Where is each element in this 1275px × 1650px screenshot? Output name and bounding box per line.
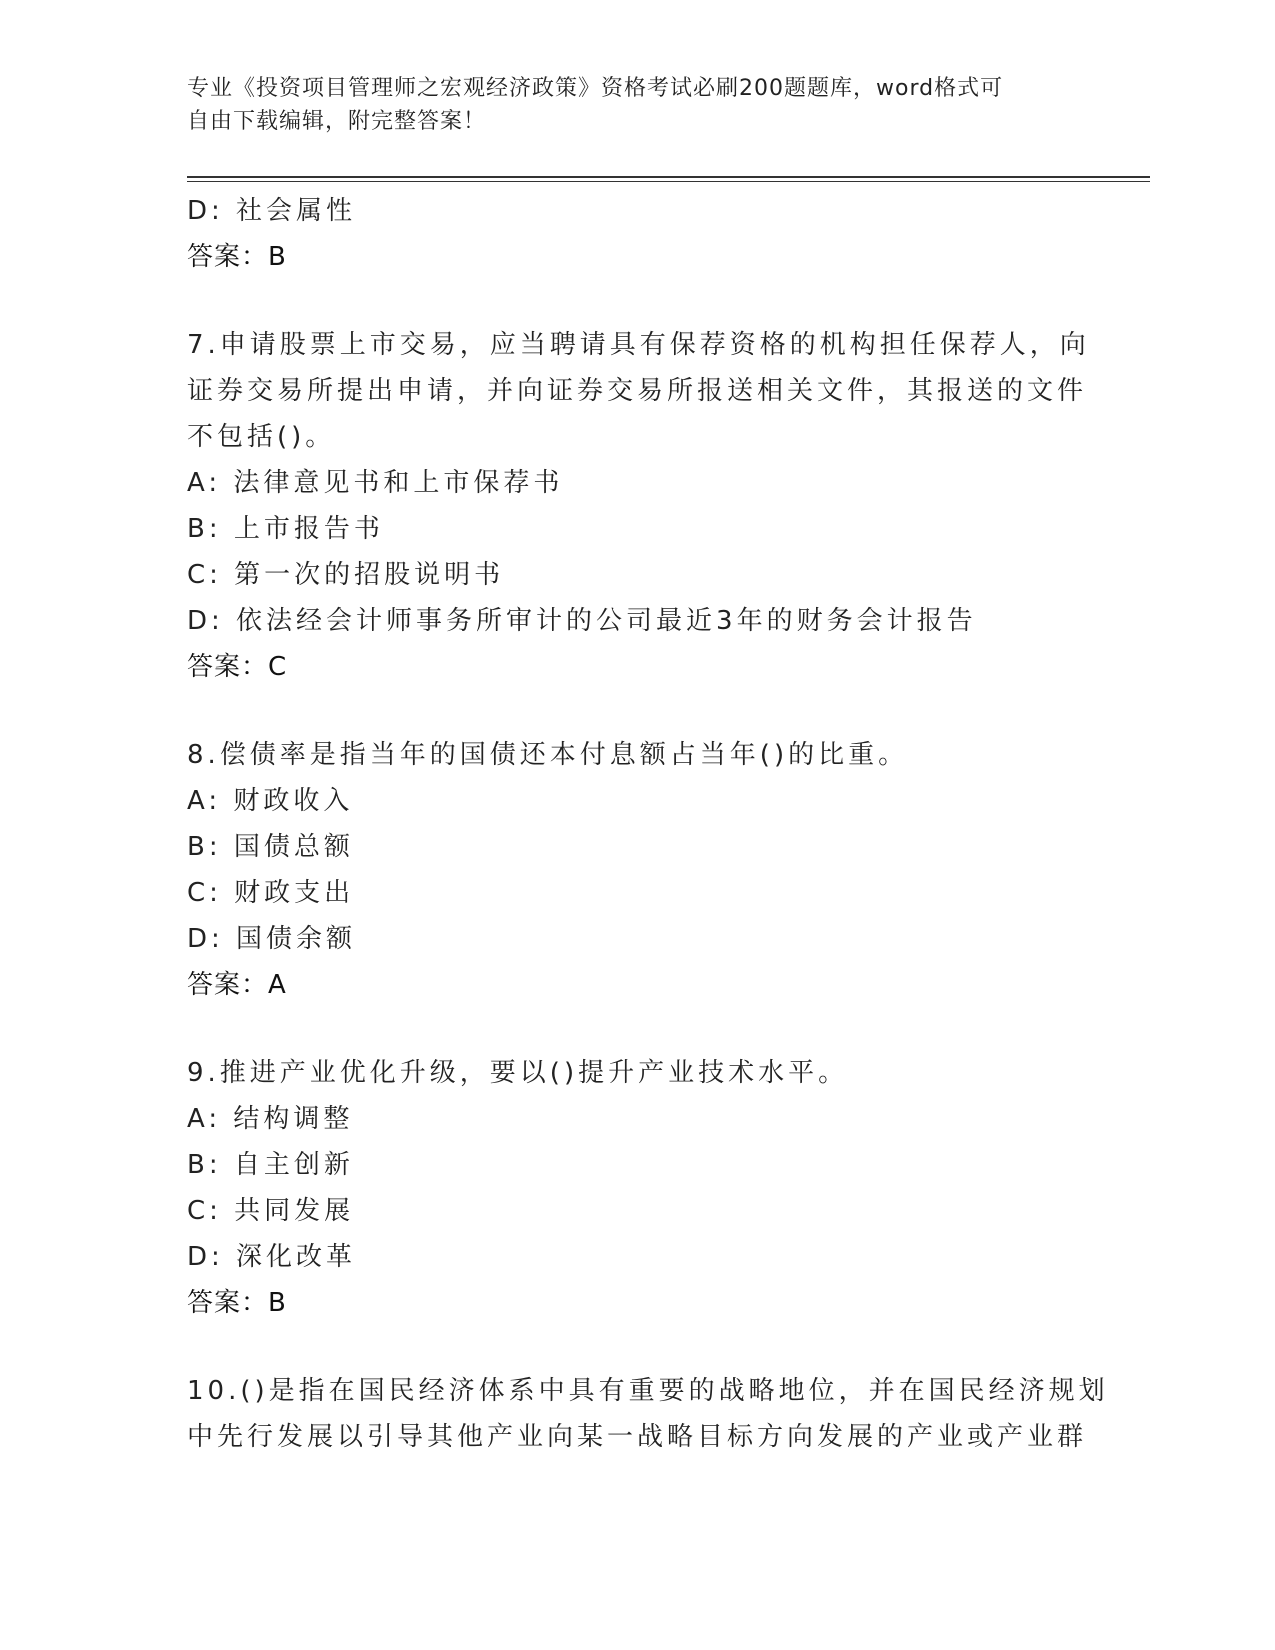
question-7 bbox=[187, 322, 1090, 690]
q7-option-a: A: 法律意见书和上市保荐书 bbox=[187, 468, 564, 498]
q7-answer: 答案：C bbox=[187, 652, 288, 682]
question-6-tail bbox=[187, 188, 1087, 280]
question-content bbox=[187, 188, 1109, 1460]
q9-answer: 答案：B bbox=[187, 1288, 287, 1318]
q6-option-d: D: 社会属性 bbox=[187, 196, 357, 226]
q8-option-c: C: 财政支出 bbox=[187, 878, 355, 908]
q9-option-b: B: 自主创新 bbox=[187, 1150, 354, 1180]
q7-stem-line-2: 证券交易所提出申请，并向证券交易所报送相关文件，其报送的文件 bbox=[187, 376, 1088, 406]
q8-stem-line-1: 8.偿债率是指当年的国债还本付息额占当年()的比重。 bbox=[187, 740, 909, 770]
q7-stem-line-1: 7.申请股票上市交易，应当聘请具有保荐资格的机构担任保荐人，向 bbox=[187, 330, 1090, 360]
q7-option-b: B: 上市报告书 bbox=[187, 514, 384, 544]
q7-option-d: D: 依法经会计师事务所审计的公司最近3年的财务会计报告 bbox=[187, 606, 977, 636]
q10-stem-line-2: 中先行发展以引导其他产业向某一战略目标方向发展的产业或产业群 bbox=[187, 1422, 1088, 1452]
q9-option-d: D: 深化改革 bbox=[187, 1242, 357, 1272]
question-9 bbox=[187, 1050, 1087, 1326]
question-10 bbox=[187, 1368, 1109, 1460]
header-line-2: 自由下载编辑，附完整答案！ bbox=[187, 109, 487, 134]
q8-option-a: A: 财政收入 bbox=[187, 786, 354, 816]
q9-option-c: C: 共同发展 bbox=[187, 1196, 355, 1226]
q8-option-b: B: 国债总额 bbox=[187, 832, 354, 862]
q7-stem-line-3: 不包括()。 bbox=[187, 422, 336, 452]
q8-option-d: D: 国债余额 bbox=[187, 924, 357, 954]
header-line-1: 专业《投资项目管理师之宏观经济政策》资格考试必刷200题题库，word格式可 bbox=[187, 76, 1004, 101]
q9-option-a: A: 结构调整 bbox=[187, 1104, 354, 1134]
q10-stem-line-1: 10.()是指在国民经济体系中具有重要的战略地位，并在国民经济规划 bbox=[187, 1376, 1109, 1406]
q8-answer: 答案：A bbox=[187, 970, 287, 1000]
q7-option-c: C: 第一次的招股说明书 bbox=[187, 560, 505, 590]
question-8 bbox=[187, 732, 1087, 1008]
header-divider-thick bbox=[187, 176, 1150, 178]
q6-answer: 答案：B bbox=[187, 242, 287, 272]
page-header bbox=[187, 72, 1067, 138]
q9-stem-line-1: 9.推进产业优化升级，要以()提升产业技术水平。 bbox=[187, 1058, 849, 1088]
header-divider-thin bbox=[187, 181, 1150, 182]
